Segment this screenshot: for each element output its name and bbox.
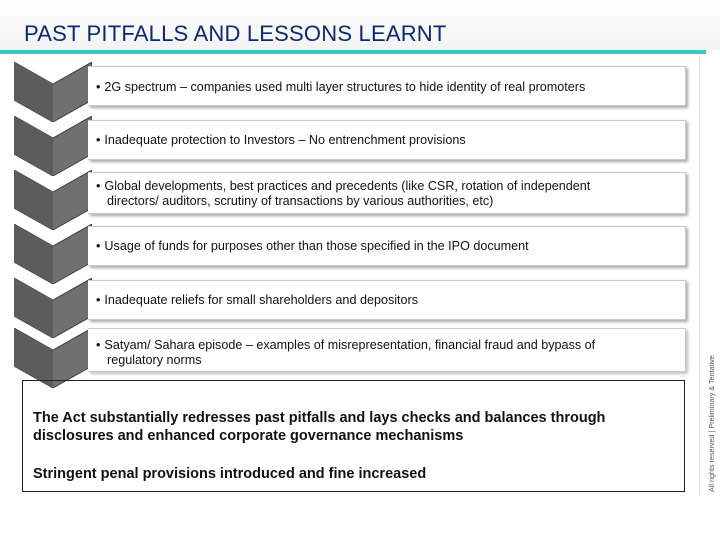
bullet: • xyxy=(96,338,101,352)
step-text: 2G spectrum – companies used multi layer structures to hide identity of real promoters xyxy=(104,80,586,94)
chevron-icon xyxy=(14,170,92,230)
step-text: Inadequate protection to Investors – No entrenchment provisions xyxy=(104,133,466,147)
chevron-icon xyxy=(14,116,92,176)
chevron-icon xyxy=(14,62,92,122)
step-box xyxy=(88,280,686,320)
step-text-continued: regulatory norms xyxy=(107,353,202,367)
step-text-continued: directors/ auditors, scrutiny of transactions by various authorities, etc) xyxy=(107,194,494,208)
accent-rule xyxy=(0,50,706,54)
step-text: Inadequate reliefs for small shareholders and depositors xyxy=(104,293,419,307)
summary-box xyxy=(22,380,685,492)
summary-text: Stringent penal provisions introduced and fine increased xyxy=(33,466,427,482)
step-box xyxy=(88,226,686,266)
step-text: Global developments, best practices and precedents (like CSR, rotation of independent xyxy=(104,179,591,193)
bullet: • xyxy=(96,80,101,94)
step-box xyxy=(88,172,686,214)
chevron-icon xyxy=(14,328,92,388)
bullet: • xyxy=(96,293,101,307)
step-box xyxy=(88,120,686,160)
summary-text: The Act substantially redresses past pitfalls and lays checks and balances through disclosures and enhanced corporate governance mechanisms xyxy=(33,410,606,444)
bullet: • xyxy=(96,239,101,253)
chevron-icon xyxy=(14,224,92,284)
step-box xyxy=(88,328,686,372)
rights-note: All rights reserved | Preliminary & Tentative xyxy=(707,355,716,492)
bullet: • xyxy=(96,133,101,147)
page-title: PAST PITFALLS AND LESSONS LEARNT xyxy=(24,21,447,46)
step-text: Satyam/ Sahara episode – examples of misrepresentation, financial fraud and bypass of xyxy=(104,338,596,352)
chevron-column xyxy=(14,62,92,382)
step-text: Usage of funds for purposes other than those specified in the IPO document xyxy=(104,239,529,253)
side-divider xyxy=(699,54,700,494)
step-box xyxy=(88,66,686,106)
title-bar xyxy=(0,0,720,50)
bullet: • xyxy=(96,179,101,193)
